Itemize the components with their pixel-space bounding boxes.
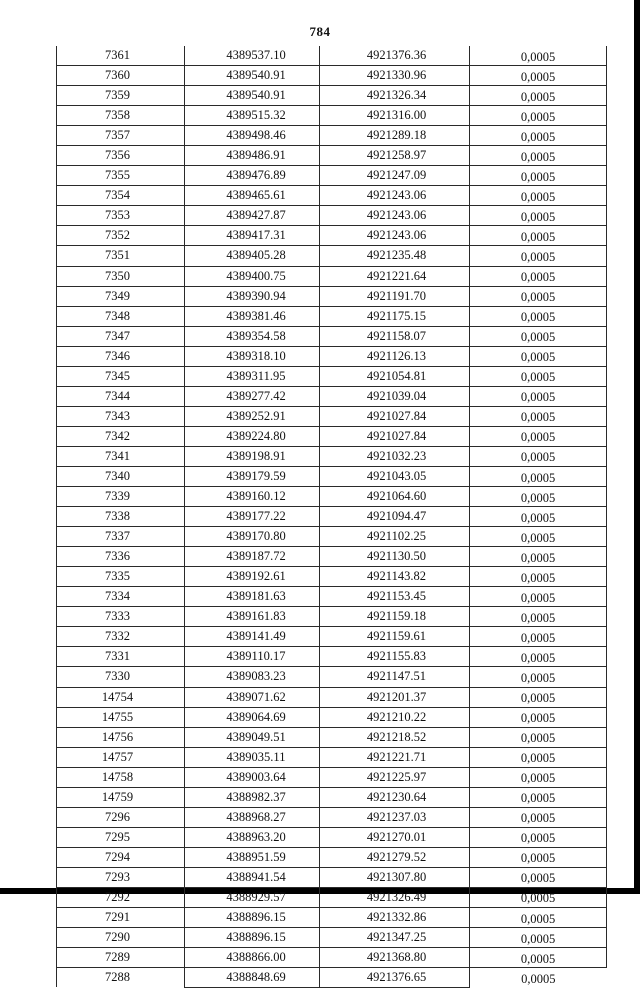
- x-coordinate-cell: 4389160.12: [185, 487, 320, 507]
- point-number-cell: 7337: [57, 527, 185, 547]
- table-row: [57, 366, 607, 386]
- point-number-cell: 7347: [57, 326, 185, 346]
- y-coordinate-cell: 4921332.86: [320, 908, 470, 928]
- x-coordinate-cell: 4388896.15: [185, 928, 320, 948]
- y-coordinate-cell: 4921368.80: [320, 948, 470, 968]
- point-number-cell: 7354: [57, 186, 185, 206]
- point-number-cell: 7351: [57, 246, 185, 266]
- y-coordinate-cell: 4921247.09: [320, 166, 470, 186]
- point-number-cell: 14758: [57, 767, 185, 787]
- table-row: [57, 547, 607, 567]
- point-number-cell: 7288: [57, 968, 185, 988]
- error-value-cell: 0,0005: [470, 667, 607, 687]
- x-coordinate-cell: 4389400.75: [185, 266, 320, 286]
- error-value-cell: 0,0005: [470, 326, 607, 346]
- table-row: [57, 887, 607, 907]
- point-number-cell: 7343: [57, 406, 185, 426]
- y-coordinate-cell: 4921175.15: [320, 306, 470, 326]
- y-coordinate-cell: 4921270.01: [320, 827, 470, 847]
- error-value-cell: 0,0005: [470, 106, 607, 126]
- error-value-cell: 0,0005: [470, 547, 607, 567]
- table-row: [57, 747, 607, 767]
- y-coordinate-cell: 4921326.49: [320, 887, 470, 907]
- point-number-cell: 7289: [57, 948, 185, 968]
- point-number-cell: 7341: [57, 446, 185, 466]
- y-coordinate-cell: 4921130.50: [320, 547, 470, 567]
- y-coordinate-cell: 4921347.25: [320, 928, 470, 948]
- x-coordinate-cell: 4388896.15: [185, 908, 320, 928]
- y-coordinate-cell: 4921376.36: [320, 46, 470, 66]
- error-value-cell: 0,0005: [470, 908, 607, 928]
- y-coordinate-cell: 4921258.97: [320, 146, 470, 166]
- point-number-cell: 7293: [57, 867, 185, 887]
- x-coordinate-cell: 4389486.91: [185, 146, 320, 166]
- error-value-cell: 0,0005: [470, 787, 607, 807]
- y-coordinate-cell: 4921243.06: [320, 226, 470, 246]
- error-value-cell: 0,0005: [470, 627, 607, 647]
- coordinates-table: [56, 46, 607, 988]
- table-row: [57, 767, 607, 787]
- error-value-cell: 0,0005: [470, 867, 607, 887]
- y-coordinate-cell: 4921143.82: [320, 567, 470, 587]
- table-row: [57, 847, 607, 867]
- x-coordinate-cell: 4388982.37: [185, 787, 320, 807]
- table-row: [57, 306, 607, 326]
- y-coordinate-cell: 4921147.51: [320, 667, 470, 687]
- x-coordinate-cell: 4389181.63: [185, 587, 320, 607]
- table-row: [57, 968, 607, 988]
- table-row: [57, 346, 607, 366]
- table-row: [57, 286, 607, 306]
- table-row: [57, 827, 607, 847]
- point-number-cell: 14754: [57, 687, 185, 707]
- point-number-cell: 7294: [57, 847, 185, 867]
- error-value-cell: 0,0005: [470, 887, 607, 907]
- x-coordinate-cell: 4389311.95: [185, 366, 320, 386]
- point-number-cell: 14759: [57, 787, 185, 807]
- point-number-cell: 7290: [57, 928, 185, 948]
- x-coordinate-cell: 4389537.10: [185, 46, 320, 66]
- table-row: [57, 86, 607, 106]
- point-number-cell: 7333: [57, 607, 185, 627]
- y-coordinate-cell: 4921158.07: [320, 326, 470, 346]
- error-value-cell: 0,0005: [470, 426, 607, 446]
- x-coordinate-cell: 4388968.27: [185, 807, 320, 827]
- table-row: [57, 106, 607, 126]
- error-value-cell: 0,0005: [470, 487, 607, 507]
- x-coordinate-cell: 4389318.10: [185, 346, 320, 366]
- error-value-cell: 0,0005: [470, 186, 607, 206]
- point-number-cell: 7331: [57, 647, 185, 667]
- point-number-cell: 7346: [57, 346, 185, 366]
- error-value-cell: 0,0005: [470, 206, 607, 226]
- error-value-cell: 0,0005: [470, 948, 607, 968]
- point-number-cell: 14756: [57, 727, 185, 747]
- table-row: [57, 126, 607, 146]
- table-row: [57, 66, 607, 86]
- y-coordinate-cell: 4921032.23: [320, 446, 470, 466]
- table-row: [57, 607, 607, 627]
- error-value-cell: 0,0005: [470, 406, 607, 426]
- error-value-cell: 0,0005: [470, 346, 607, 366]
- table-row: [57, 46, 607, 66]
- point-number-cell: 7342: [57, 426, 185, 446]
- table-row: [57, 466, 607, 486]
- point-number-cell: 14755: [57, 707, 185, 727]
- y-coordinate-cell: 4921243.06: [320, 186, 470, 206]
- x-coordinate-cell: 4389498.46: [185, 126, 320, 146]
- x-coordinate-cell: 4389277.42: [185, 386, 320, 406]
- table-row: [57, 687, 607, 707]
- error-value-cell: 0,0005: [470, 747, 607, 767]
- x-coordinate-cell: 4388929.57: [185, 887, 320, 907]
- point-number-cell: 7355: [57, 166, 185, 186]
- x-coordinate-cell: 4389417.31: [185, 226, 320, 246]
- table-row: [57, 908, 607, 928]
- point-number-cell: 7332: [57, 627, 185, 647]
- table-row: [57, 667, 607, 687]
- x-coordinate-cell: 4388866.00: [185, 948, 320, 968]
- error-value-cell: 0,0005: [470, 306, 607, 326]
- error-value-cell: 0,0005: [470, 847, 607, 867]
- point-number-cell: 7336: [57, 547, 185, 567]
- x-coordinate-cell: 4388963.20: [185, 827, 320, 847]
- table-row: [57, 928, 607, 948]
- table-row: [57, 426, 607, 446]
- error-value-cell: 0,0005: [470, 466, 607, 486]
- y-coordinate-cell: 4921279.52: [320, 847, 470, 867]
- point-number-cell: 7340: [57, 466, 185, 486]
- x-coordinate-cell: 4389540.91: [185, 66, 320, 86]
- y-coordinate-cell: 4921221.71: [320, 747, 470, 767]
- table-row: [57, 446, 607, 466]
- error-value-cell: 0,0005: [470, 246, 607, 266]
- y-coordinate-cell: 4921243.06: [320, 206, 470, 226]
- point-number-cell: 7348: [57, 306, 185, 326]
- table-row: [57, 567, 607, 587]
- x-coordinate-cell: 4389161.83: [185, 607, 320, 627]
- y-coordinate-cell: 4921191.70: [320, 286, 470, 306]
- error-value-cell: 0,0005: [470, 928, 607, 948]
- table-row: [57, 246, 607, 266]
- y-coordinate-cell: 4921210.22: [320, 707, 470, 727]
- y-coordinate-cell: 4921027.84: [320, 426, 470, 446]
- error-value-cell: 0,0005: [470, 126, 607, 146]
- error-value-cell: 0,0005: [470, 968, 607, 988]
- table-row: [57, 727, 607, 747]
- error-value-cell: 0,0005: [470, 386, 607, 406]
- y-coordinate-cell: 4921289.18: [320, 126, 470, 146]
- table-row: [57, 627, 607, 647]
- point-number-cell: 7339: [57, 487, 185, 507]
- point-number-cell: 7356: [57, 146, 185, 166]
- point-number-cell: 7338: [57, 507, 185, 527]
- error-value-cell: 0,0005: [470, 66, 607, 86]
- table-row: [57, 787, 607, 807]
- x-coordinate-cell: 4389515.32: [185, 106, 320, 126]
- point-number-cell: 7345: [57, 366, 185, 386]
- y-coordinate-cell: 4921159.18: [320, 607, 470, 627]
- y-coordinate-cell: 4921221.64: [320, 266, 470, 286]
- x-coordinate-cell: 4389003.64: [185, 767, 320, 787]
- x-coordinate-cell: 4389252.91: [185, 406, 320, 426]
- x-coordinate-cell: 4389224.80: [185, 426, 320, 446]
- y-coordinate-cell: 4921201.37: [320, 687, 470, 707]
- x-coordinate-cell: 4389390.94: [185, 286, 320, 306]
- y-coordinate-cell: 4921102.25: [320, 527, 470, 547]
- error-value-cell: 0,0005: [470, 286, 607, 306]
- y-coordinate-cell: 4921218.52: [320, 727, 470, 747]
- point-number-cell: 7291: [57, 908, 185, 928]
- point-number-cell: 7350: [57, 266, 185, 286]
- error-value-cell: 0,0005: [470, 366, 607, 386]
- y-coordinate-cell: 4921330.96: [320, 66, 470, 86]
- error-value-cell: 0,0005: [470, 446, 607, 466]
- x-coordinate-cell: 4389405.28: [185, 246, 320, 266]
- table-row: [57, 226, 607, 246]
- x-coordinate-cell: 4389192.61: [185, 567, 320, 587]
- y-coordinate-cell: 4921307.80: [320, 867, 470, 887]
- x-coordinate-cell: 4389354.58: [185, 326, 320, 346]
- error-value-cell: 0,0005: [470, 527, 607, 547]
- y-coordinate-cell: 4921225.97: [320, 767, 470, 787]
- point-number-cell: 7295: [57, 827, 185, 847]
- error-value-cell: 0,0005: [470, 146, 607, 166]
- y-coordinate-cell: 4921376.65: [320, 968, 470, 988]
- y-coordinate-cell: 4921064.60: [320, 487, 470, 507]
- point-number-cell: 7344: [57, 386, 185, 406]
- point-number-cell: 7330: [57, 667, 185, 687]
- table-row: [57, 707, 607, 727]
- y-coordinate-cell: 4921027.84: [320, 406, 470, 426]
- point-number-cell: 7361: [57, 46, 185, 66]
- error-value-cell: 0,0005: [470, 587, 607, 607]
- error-value-cell: 0,0005: [470, 707, 607, 727]
- error-value-cell: 0,0005: [470, 567, 607, 587]
- table-row: [57, 266, 607, 286]
- point-number-cell: 7335: [57, 567, 185, 587]
- table-row: [57, 587, 607, 607]
- table-row: [57, 807, 607, 827]
- table-row: [57, 186, 607, 206]
- y-coordinate-cell: 4921326.34: [320, 86, 470, 106]
- x-coordinate-cell: 4389071.62: [185, 687, 320, 707]
- error-value-cell: 0,0005: [470, 607, 607, 627]
- x-coordinate-cell: 4389035.11: [185, 747, 320, 767]
- page-number: 784: [309, 24, 331, 39]
- point-number-cell: 7357: [57, 126, 185, 146]
- table-row: [57, 527, 607, 547]
- table-row: [57, 507, 607, 527]
- y-coordinate-cell: 4921054.81: [320, 366, 470, 386]
- table-row: [57, 948, 607, 968]
- y-coordinate-cell: 4921159.61: [320, 627, 470, 647]
- x-coordinate-cell: 4389476.89: [185, 166, 320, 186]
- error-value-cell: 0,0005: [470, 647, 607, 667]
- x-coordinate-cell: 4388848.69: [185, 968, 320, 988]
- table-row: [57, 647, 607, 667]
- table-row: [57, 206, 607, 226]
- point-number-cell: 7359: [57, 86, 185, 106]
- error-value-cell: 0,0005: [470, 767, 607, 787]
- x-coordinate-cell: 4389110.17: [185, 647, 320, 667]
- x-coordinate-cell: 4388951.59: [185, 847, 320, 867]
- y-coordinate-cell: 4921039.04: [320, 386, 470, 406]
- x-coordinate-cell: 4389170.80: [185, 527, 320, 547]
- point-number-cell: 14757: [57, 747, 185, 767]
- x-coordinate-cell: 4389064.69: [185, 707, 320, 727]
- point-number-cell: 7353: [57, 206, 185, 226]
- x-coordinate-cell: 4389465.61: [185, 186, 320, 206]
- point-number-cell: 7352: [57, 226, 185, 246]
- x-coordinate-cell: 4389381.46: [185, 306, 320, 326]
- y-coordinate-cell: 4921237.03: [320, 807, 470, 827]
- x-coordinate-cell: 4389540.91: [185, 86, 320, 106]
- table-row: [57, 146, 607, 166]
- error-value-cell: 0,0005: [470, 807, 607, 827]
- x-coordinate-cell: 4389177.22: [185, 507, 320, 527]
- y-coordinate-cell: 4921043.05: [320, 466, 470, 486]
- error-value-cell: 0,0005: [470, 507, 607, 527]
- y-coordinate-cell: 4921316.00: [320, 106, 470, 126]
- x-coordinate-cell: 4389427.87: [185, 206, 320, 226]
- point-number-cell: 7296: [57, 807, 185, 827]
- point-number-cell: 7349: [57, 286, 185, 306]
- y-coordinate-cell: 4921126.13: [320, 346, 470, 366]
- y-coordinate-cell: 4921230.64: [320, 787, 470, 807]
- error-value-cell: 0,0005: [470, 166, 607, 186]
- point-number-cell: 7334: [57, 587, 185, 607]
- x-coordinate-cell: 4389083.23: [185, 667, 320, 687]
- x-coordinate-cell: 4389179.59: [185, 466, 320, 486]
- coordinates-table-body: [57, 46, 607, 987]
- error-value-cell: 0,0005: [470, 86, 607, 106]
- error-value-cell: 0,0005: [470, 687, 607, 707]
- error-value-cell: 0,0005: [470, 727, 607, 747]
- y-coordinate-cell: 4921155.83: [320, 647, 470, 667]
- y-coordinate-cell: 4921153.45: [320, 587, 470, 607]
- table-row: [57, 166, 607, 186]
- error-value-cell: 0,0005: [470, 226, 607, 246]
- y-coordinate-cell: 4921235.48: [320, 246, 470, 266]
- y-coordinate-cell: 4921094.47: [320, 507, 470, 527]
- x-coordinate-cell: 4389198.91: [185, 446, 320, 466]
- table-row: [57, 386, 607, 406]
- table-row: [57, 406, 607, 426]
- error-value-cell: 0,0005: [470, 46, 607, 66]
- error-value-cell: 0,0005: [470, 827, 607, 847]
- point-number-cell: 7292: [57, 887, 185, 907]
- point-number-cell: 7360: [57, 66, 185, 86]
- x-coordinate-cell: 4389187.72: [185, 547, 320, 567]
- error-value-cell: 0,0005: [470, 266, 607, 286]
- table-row: [57, 326, 607, 346]
- table-row: [57, 867, 607, 887]
- x-coordinate-cell: 4389049.51: [185, 727, 320, 747]
- point-number-cell: 7358: [57, 106, 185, 126]
- table-row: [57, 487, 607, 507]
- x-coordinate-cell: 4389141.49: [185, 627, 320, 647]
- x-coordinate-cell: 4388941.54: [185, 867, 320, 887]
